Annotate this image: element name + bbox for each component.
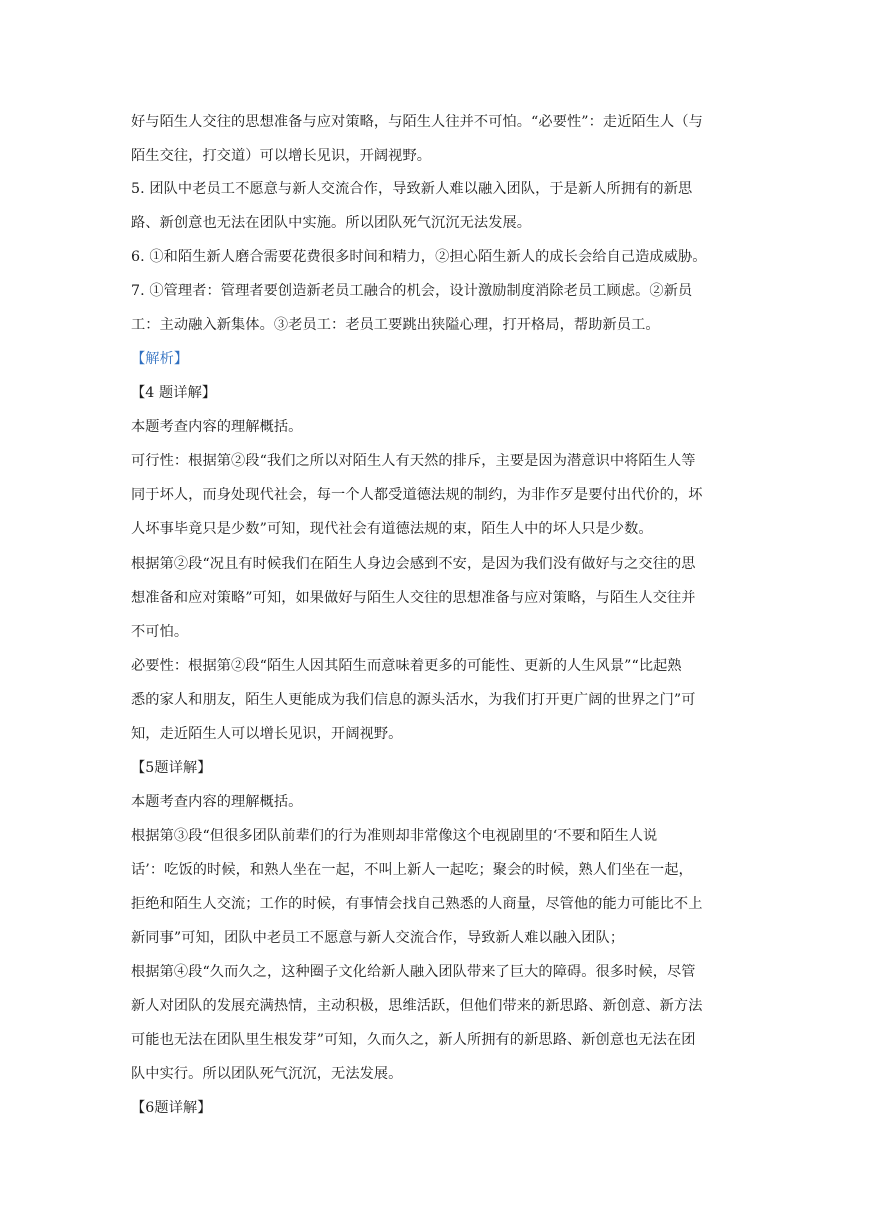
q5-para1-line-1: 根据第③段“但很多团队前辈们的行为准则却非常像这个电视剧里的‘不要和陌生人说 (131, 828, 658, 844)
answer-4-continuation-line-1: 好与陌生人交往的思想准备与应对策略，与陌生人往并不可怕。“必要性”：走近陌生人（与 (131, 114, 703, 130)
q4-intro: 本题考查内容的理解概括。 (131, 419, 303, 435)
q5-para2-line-2: 新人对团队的发展充满热情，主动积极，思维活跃，但他们带来的新思路、新创意、新方法 (131, 998, 703, 1014)
q4-feasibility-line-1: 可行性：根据第②段“我们之所以对陌生人有天然的排斥，主要是因为潜意识中将陌生人等 (131, 453, 696, 469)
answer-7-line-1: 7. ①管理者：管理者要创造新老员工融合的机会，设计激励制度消除老员工顾虑。②新员 (131, 283, 693, 299)
q5-heading: 【5题详解】 (131, 760, 212, 776)
q4-necessity-line-2: 悉的家人和朋友，陌生人更能成为我们信息的源头活水，为我们打开更广阔的世界之门”可 (131, 692, 696, 708)
q5-intro: 本题考查内容的理解概括。 (131, 794, 303, 810)
answer-6-line-1: 6. ①和陌生新人磨合需要花费很多时间和精力，②担心陌生新人的成长会给自己造成威胁。 (131, 249, 707, 265)
q4-feasibility-line-3: 人坏事毕竟只是少数”可知，现代社会有道德法规的束，陌生人中的坏人只是少数。 (131, 521, 653, 537)
q5-para1-line-4: 新同事”可知，团队中老员工不愿意与新人交流合作，导致新人难以融入团队； (131, 930, 625, 946)
answer-5-line-1: 5. 团队中老员工不愿意与新人交流合作，导致新人难以融入团队，于是新人所拥有的新思 (131, 181, 693, 197)
q4-para2-line-3: 不可怕。 (131, 624, 189, 640)
q4-necessity-line-3: 知，走近陌生人可以增长见识，开阔视野。 (131, 726, 403, 742)
answer-5-line-2: 路、新创意也无法在团队中实施。所以团队死气沉沉无法发展。 (131, 215, 532, 231)
q5-para1-line-3: 拒绝和陌生人交流；工作的时候，有事情会找自己熟悉的人商量，尽管他的能力可能比不上 (131, 896, 703, 912)
q4-heading: 【4 题详解】 (131, 385, 217, 401)
analysis-label: 【解析】 (131, 351, 189, 367)
q4-necessity-line-1: 必要性：根据第②段“陌生人因其陌生而意味着更多的可能性、更新的人生风景”“比起熟 (131, 658, 682, 674)
answer-7-line-2: 工：主动融入新集体。③老员工：老员工要跳出狭隘心理，打开格局，帮助新员工。 (131, 317, 660, 333)
q5-para1-line-2: 话’：吃饭的时候，和熟人坐在一起，不叫上新人一起吃；聚会的时候，熟人们坐在一起， (131, 862, 693, 878)
q4-para2-line-1: 根据第②段“况且有时候我们在陌生人身边会感到不安，是因为我们没有做好与之交往的思 (131, 556, 696, 572)
q4-feasibility-line-2: 同于坏人，而身处现代社会，每一个人都受道德法规的制约，为非作歹是要付出代价的，坏 (131, 487, 703, 503)
q5-para2-line-3: 可能也无法在团队里生根发芽”可知，久而久之，新人所拥有的新思路、新创意也无法在团 (131, 1032, 696, 1048)
q6-heading: 【6题详解】 (131, 1100, 212, 1116)
q5-para2-line-4: 队中实行。所以团队死气沉沉，无法发展。 (131, 1066, 403, 1082)
answer-4-continuation-line-2: 陌生交往，打交道）可以增长见识，开阔视野。 (131, 148, 432, 164)
q5-para2-line-1: 根据第④段“久而久之，这种圈子文化给新人融入团队带来了巨大的障碍。很多时候，尽管 (131, 964, 696, 980)
q4-para2-line-2: 想准备和应对策略”可知，如果做好与陌生人交往的思想准备与应对策略，与陌生人交往并 (131, 590, 696, 606)
